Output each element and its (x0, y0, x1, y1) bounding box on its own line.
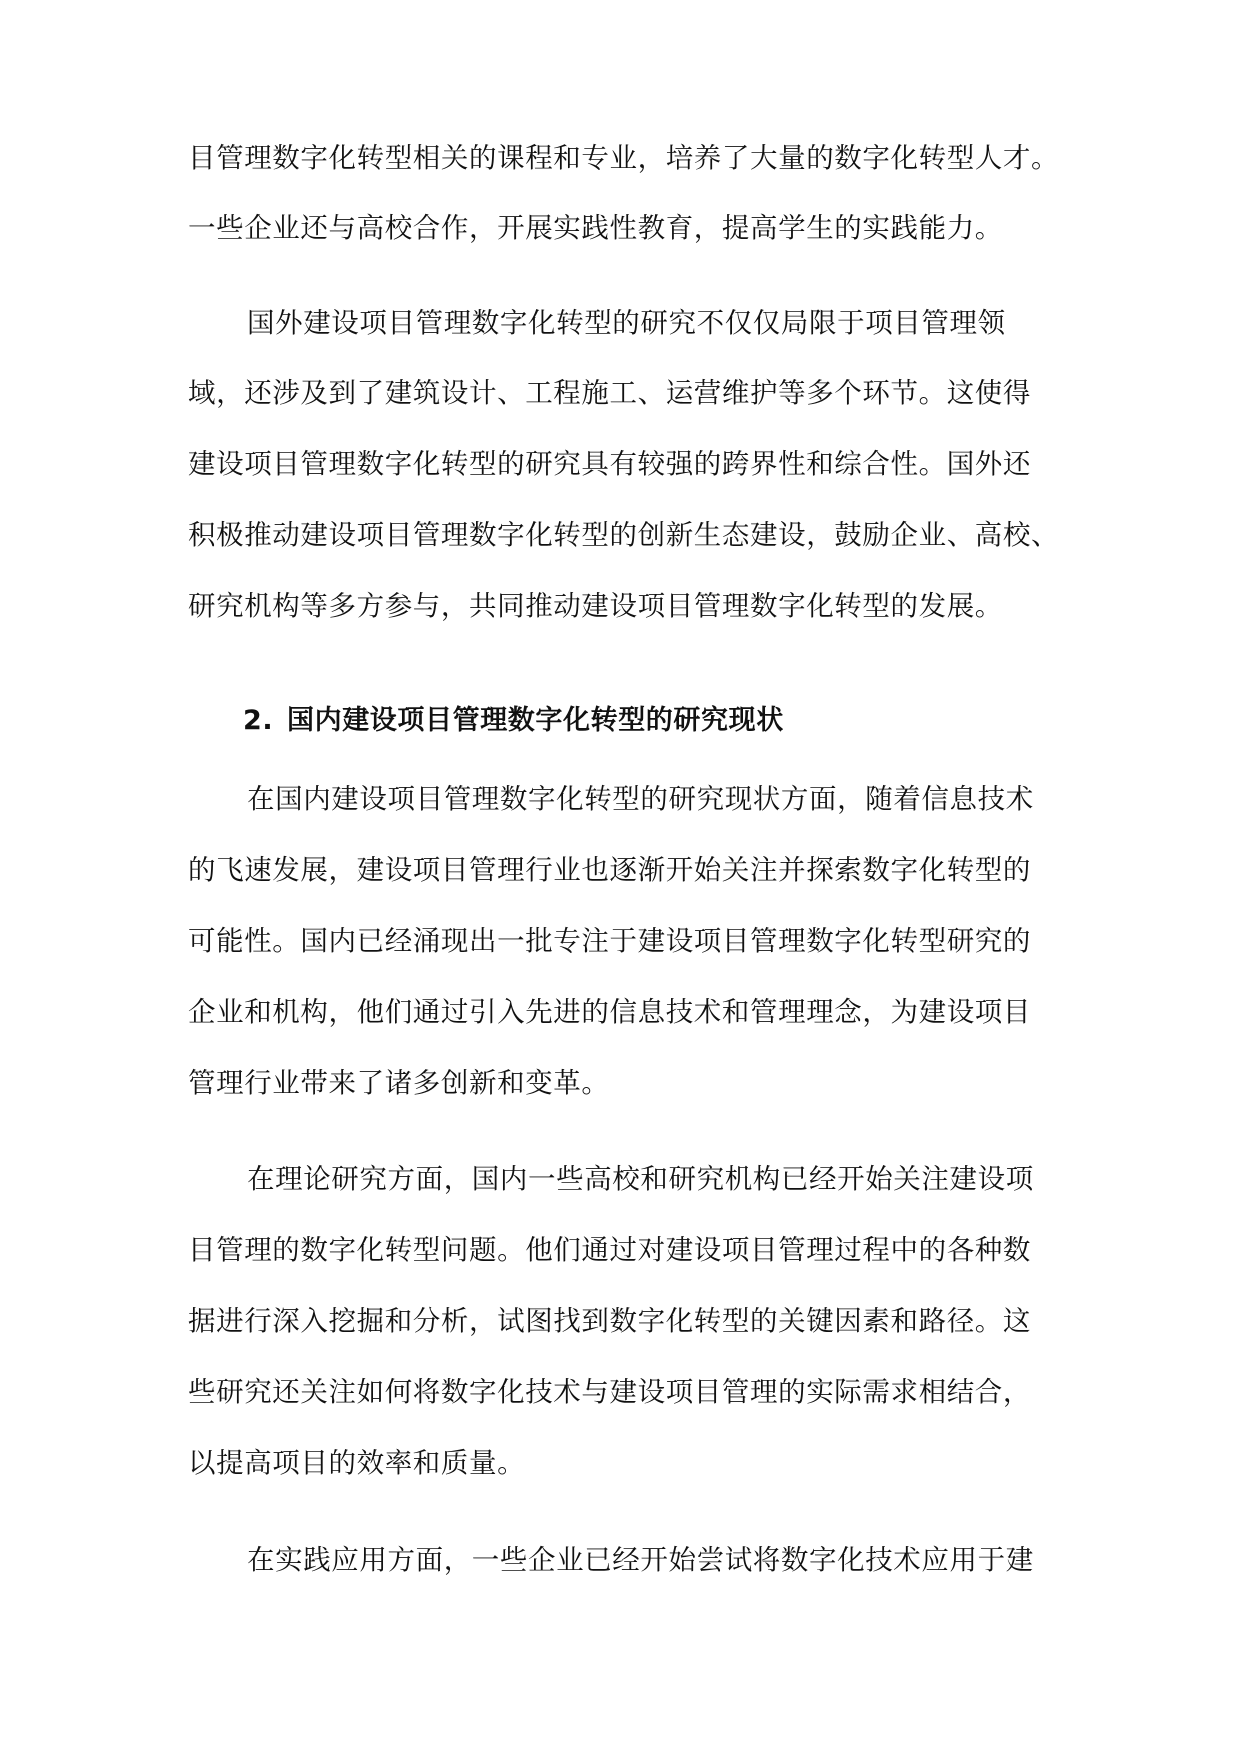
paragraph-line: 在理论研究方面，国内一些高校和研究机构已经开始关注建设项 (247, 1163, 1034, 1195)
paragraph-line: 的飞速发展，建设项目管理行业也逐渐开始关注并探索数字化转型的 (188, 854, 1031, 886)
paragraph-line: 企业和机构，他们通过引入先进的信息技术和管理理念，为建设项目 (188, 996, 1031, 1028)
section-number: 2. (243, 705, 274, 736)
paragraph-line: 可能性。国内已经涌现出一批专注于建设项目管理数字化转型研究的 (188, 925, 1031, 957)
paragraph-line: 域，还涉及到了建筑设计、工程施工、运营维护等多个环节。这使得 (188, 377, 1031, 409)
paragraph-line: 以提高项目的效率和质量。 (188, 1447, 526, 1479)
section-title: 国内建设项目管理数字化转型的研究现状 (287, 705, 784, 736)
paragraph-line: 研究机构等多方参与，共同推动建设项目管理数字化转型的发展。 (188, 590, 1003, 622)
paragraph-line: 在实践应用方面，一些企业已经开始尝试将数字化技术应用于建 (247, 1544, 1034, 1576)
paragraph-line: 些研究还关注如何将数字化技术与建设项目管理的实际需求相结合， (188, 1376, 1031, 1408)
section-heading (243, 696, 1113, 746)
paragraph-line: 建设项目管理数字化转型的研究具有较强的跨界性和综合性。国外还 (188, 448, 1031, 480)
paragraph-line: 管理行业带来了诸多创新和变革。 (188, 1067, 610, 1099)
paragraph-line: 在国内建设项目管理数字化转型的研究现状方面，随着信息技术 (247, 783, 1034, 815)
paragraph-line: 国外建设项目管理数字化转型的研究不仅仅局限于项目管理领 (247, 307, 1006, 339)
paragraph-line: 目管理数字化转型相关的课程和专业，培养了大量的数字化转型人才。 (188, 142, 1060, 174)
paragraph-line: 据进行深入挖掘和分析，试图找到数字化转型的关键因素和路径。这 (188, 1305, 1031, 1337)
paragraph-line: 积极推动建设项目管理数字化转型的创新生态建设，鼓励企业、高校、 (188, 519, 1060, 551)
paragraph-line: 一些企业还与高校合作，开展实践性教育，提高学生的实践能力。 (188, 212, 1003, 244)
paragraph-line: 目管理的数字化转型问题。他们通过对建设项目管理过程中的各种数 (188, 1234, 1031, 1266)
